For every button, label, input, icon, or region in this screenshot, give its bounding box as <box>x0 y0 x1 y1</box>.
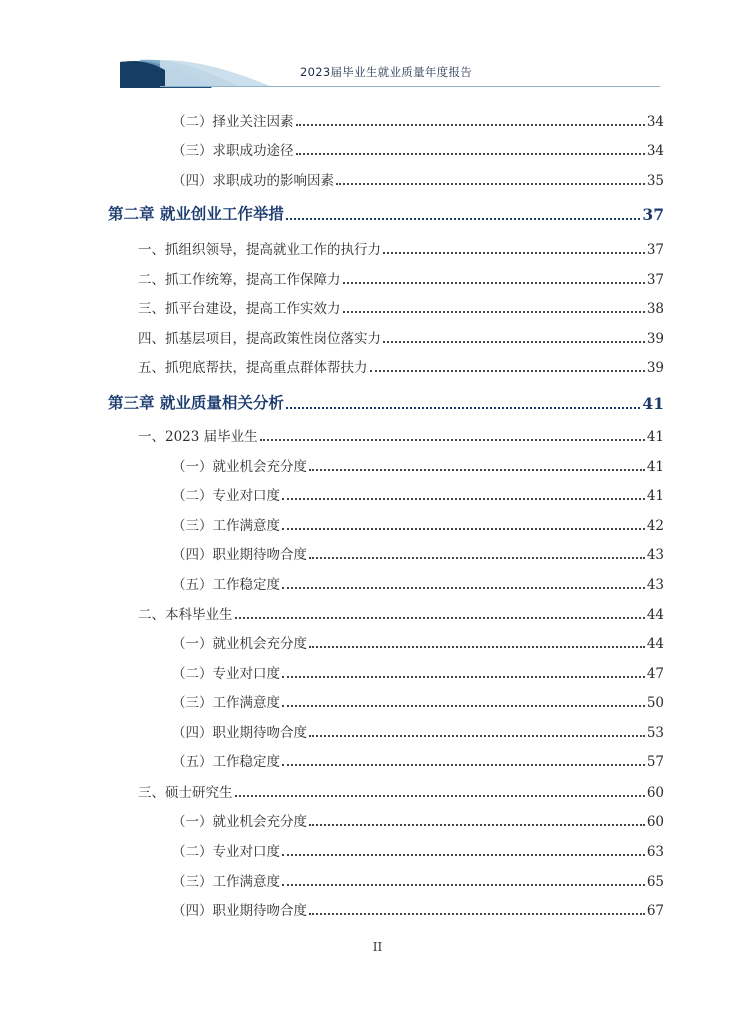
toc-entry-page: 47 <box>646 666 664 682</box>
toc-entry-page: 38 <box>646 301 664 317</box>
toc-entry-label: （三）工作满意度 <box>172 874 280 890</box>
toc-entry-label: 第二章 就业创业工作举措 <box>108 204 284 223</box>
toc-entry-sub[interactable] <box>172 899 664 919</box>
toc-entry-label: （三）工作满意度 <box>172 518 280 534</box>
toc-entry-section[interactable] <box>138 603 664 623</box>
toc-leader-dots <box>383 252 645 254</box>
toc-entry-label: 一、抓组织领导，提高就业工作的执行力 <box>138 242 381 258</box>
toc-leader-dots <box>282 884 645 886</box>
toc-leader-dots <box>309 824 645 826</box>
toc-entry-sub[interactable] <box>172 169 664 189</box>
toc-entry-sub[interactable] <box>172 870 664 890</box>
toc-entry-label: （四）职业期待吻合度 <box>172 547 307 563</box>
toc-entry-page: 41 <box>642 394 664 413</box>
toc-leader-dots <box>343 282 645 284</box>
toc-entry-label: 一、2023 届毕业生 <box>138 429 258 445</box>
toc-entry-page: 53 <box>646 725 664 741</box>
toc-entry-section[interactable] <box>138 356 664 376</box>
toc-leader-dots <box>336 183 645 185</box>
toc-entry-sub[interactable] <box>172 484 664 504</box>
toc-entry-page: 43 <box>646 547 664 563</box>
toc-entry-section[interactable] <box>138 327 664 347</box>
toc-entry-section[interactable] <box>138 238 664 258</box>
toc-entry-label: （二）专业对口度 <box>172 488 280 504</box>
toc-entry-page: 34 <box>646 143 664 159</box>
toc-entry-label: （四）职业期待吻合度 <box>172 903 307 919</box>
toc-entry-sub[interactable] <box>172 455 664 475</box>
toc-leader-dots <box>309 557 645 559</box>
toc-leader-dots <box>309 913 645 915</box>
toc-entry-label: （二）专业对口度 <box>172 844 280 860</box>
toc-entry-page: 63 <box>646 844 664 860</box>
toc-entry-page: 60 <box>646 814 664 830</box>
toc-leader-dots <box>286 407 641 409</box>
toc-entry-page: 41 <box>646 488 664 504</box>
toc-leader-dots <box>282 764 645 766</box>
toc-entry-section[interactable] <box>138 268 664 288</box>
toc-entry-page: 67 <box>646 903 664 919</box>
toc-entry-chapter[interactable] <box>108 204 664 224</box>
toc-leader-dots <box>282 854 645 856</box>
toc-entry-page: 50 <box>646 695 664 711</box>
toc-entry-page: 41 <box>646 429 664 445</box>
page-number: II <box>372 940 383 954</box>
toc-leader-dots <box>260 439 645 441</box>
toc-leader-dots <box>309 469 645 471</box>
toc-entry-page: 57 <box>646 754 664 770</box>
toc-entry-page: 65 <box>646 874 664 890</box>
toc-entry-label: （四）职业期待吻合度 <box>172 725 307 741</box>
toc-entry-sub[interactable] <box>172 691 664 711</box>
toc-entry-label: （二）专业对口度 <box>172 666 280 682</box>
toc-entry-section[interactable] <box>138 781 664 801</box>
toc-entry-page: 60 <box>646 785 664 801</box>
toc-entry-label: （五）工作稳定度 <box>172 577 280 593</box>
toc-entry-label: 三、抓平台建设，提高工作实效力 <box>138 301 341 317</box>
toc-entry-page: 37 <box>646 272 664 288</box>
toc-leader-dots <box>383 341 645 343</box>
toc-entry-sub[interactable] <box>172 110 664 130</box>
toc-entry-label: （一）就业机会充分度 <box>172 459 307 475</box>
toc-leader-dots <box>370 370 645 372</box>
toc-leader-dots <box>282 528 645 530</box>
toc-entry-sub[interactable] <box>172 662 664 682</box>
toc-entry-label: 第三章 就业质量相关分析 <box>108 393 284 412</box>
toc-entry-chapter[interactable] <box>108 393 664 413</box>
toc-leader-dots <box>235 795 645 797</box>
toc-entry-label: （二）择业关注因素 <box>172 114 294 130</box>
toc-entry-label: 四、抓基层项目，提高政策性岗位落实力 <box>138 331 381 347</box>
toc-entry-page: 34 <box>646 114 664 130</box>
toc-leader-dots <box>235 617 645 619</box>
toc-entry-page: 39 <box>646 360 664 376</box>
toc-entry-page: 35 <box>646 173 664 189</box>
header-title: 2023届毕业生就业质量年度报告 <box>300 65 473 79</box>
header-wave-decoration <box>0 0 755 100</box>
toc-leader-dots <box>296 153 645 155</box>
toc-entry-label: （四）求职成功的影响因素 <box>172 173 334 189</box>
page-header <box>0 0 755 100</box>
toc-entry-sub[interactable] <box>172 543 664 563</box>
toc-entry-page: 44 <box>646 636 664 652</box>
toc-entry-label: 五、抓兜底帮扶，提高重点群体帮扶力 <box>138 360 368 376</box>
toc-entry-section[interactable] <box>138 425 664 445</box>
toc-leader-dots <box>309 646 645 648</box>
toc-entry-sub[interactable] <box>172 840 664 860</box>
toc-entry-page: 42 <box>646 518 664 534</box>
toc-entry-label: （一）就业机会充分度 <box>172 814 307 830</box>
toc-leader-dots <box>286 218 641 220</box>
toc-entry-label: 三、硕士研究生 <box>138 785 233 801</box>
toc-leader-dots <box>282 676 645 678</box>
toc-entry-page: 44 <box>646 607 664 623</box>
toc-entry-label: （三）求职成功途径 <box>172 143 294 159</box>
toc-entry-label: （五）工作稳定度 <box>172 754 280 770</box>
toc-entry-page: 43 <box>646 577 664 593</box>
toc-entry-label: （一）就业机会充分度 <box>172 636 307 652</box>
toc-entry-label: 二、本科毕业生 <box>138 607 233 623</box>
toc-leader-dots <box>343 311 645 313</box>
toc-leader-dots <box>309 735 645 737</box>
toc-entry-label: 二、抓工作统筹，提高工作保障力 <box>138 272 341 288</box>
toc-entry-sub[interactable] <box>172 810 664 830</box>
toc-entry-page: 39 <box>646 331 664 347</box>
toc-entry-label: （三）工作满意度 <box>172 695 280 711</box>
toc-entry-section[interactable] <box>138 297 664 317</box>
toc-entry-sub[interactable] <box>172 721 664 741</box>
toc-leader-dots <box>282 498 645 500</box>
toc-entry-page: 37 <box>642 205 664 224</box>
toc-leader-dots <box>282 587 645 589</box>
toc-entry-sub[interactable] <box>172 750 664 770</box>
toc-entry-sub[interactable] <box>172 632 664 652</box>
toc-leader-dots <box>296 124 645 126</box>
toc-entry-sub[interactable] <box>172 573 664 593</box>
toc-entry-sub[interactable] <box>172 139 664 159</box>
toc-entry-sub[interactable] <box>172 514 664 534</box>
toc-leader-dots <box>282 705 645 707</box>
toc-entry-page: 41 <box>646 459 664 475</box>
toc-entry-page: 37 <box>646 242 664 258</box>
